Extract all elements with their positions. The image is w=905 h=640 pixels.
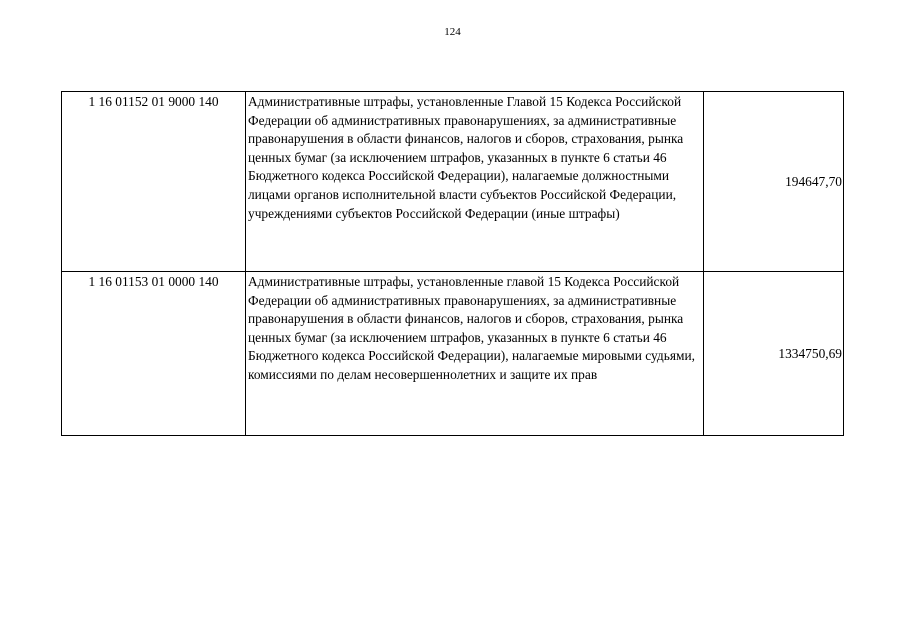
table-row (62, 272, 844, 436)
budget-revenue-table (61, 91, 844, 436)
revenue-amount: 1334750,69 (704, 272, 844, 436)
revenue-amount: 194647,70 (704, 92, 844, 272)
table-row (62, 92, 844, 272)
budget-classification-code: 1 16 01152 01 9000 140 (62, 92, 246, 272)
budget-classification-code: 1 16 01153 01 0000 140 (62, 272, 246, 436)
page-number: 124 (444, 26, 461, 38)
revenue-description: Административные штрафы, установленные главой 15 Кодекса Российской Федерации об административных правонарушениях, за административные правонарушения в области финансов, налогов и сборов, страхования, рынка ценных бумаг (за исключением штрафов, указанных в пункте 6 статьи 46 Бюджетного кодекса Российской Федерации), налагаемые мировыми судьями, комиссиями по делам несовершеннолетних и защите их прав (246, 272, 704, 436)
revenue-description: Административные штрафы, установленные Главой 15 Кодекса Российской Федерации об административных правонарушениях, за административные правонарушения в области финансов, налогов и сборов, страхования, рынка ценных бумаг (за исключением штрафов, указанных в пункте 6 статьи 46 Бюджетного кодекса Российской Федерации), налагаемые должностными лицами органов исполнительной власти субъектов Российской Федерации, учреждениями субъектов Российской Федерации (иные штрафы) (246, 92, 704, 272)
